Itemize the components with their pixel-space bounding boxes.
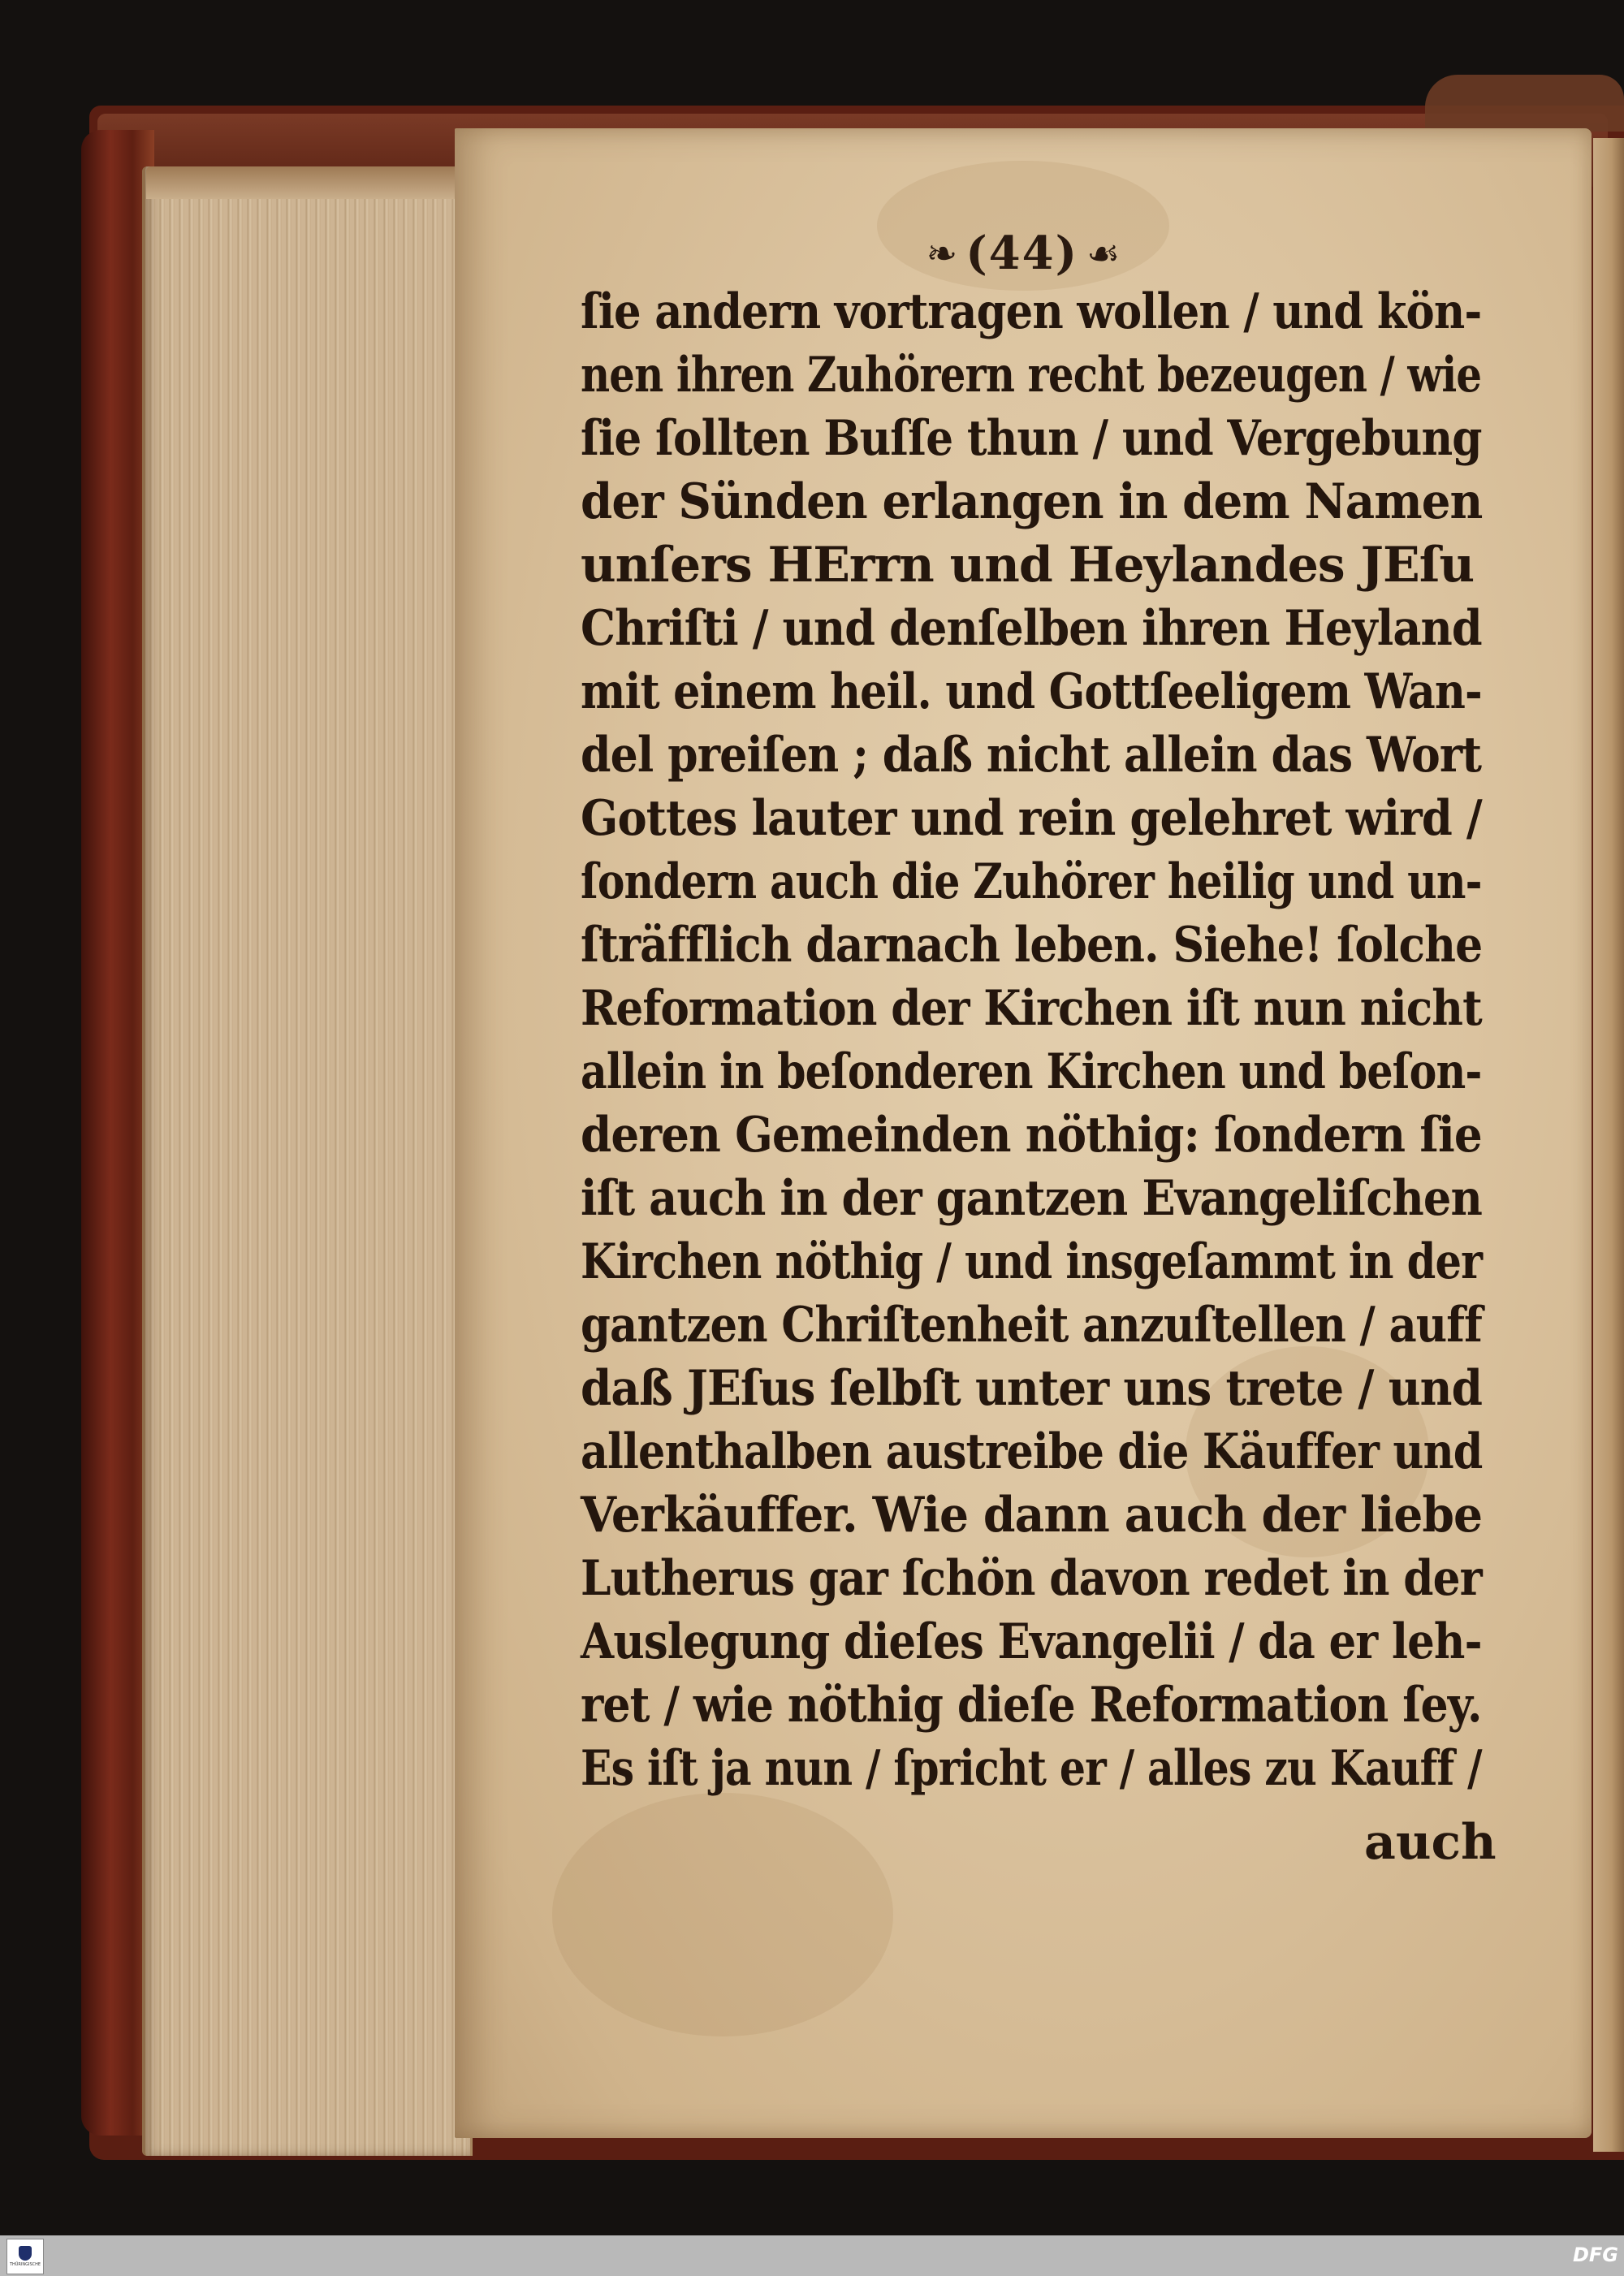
- text-line: Verkäuffer. Wie dann auch der liebe: [581, 1487, 1483, 1544]
- page-right-edge: [1593, 138, 1624, 2152]
- body-text: [581, 280, 1482, 1800]
- text-line: mit einem heil. und Gottſeeligem Wan-: [581, 663, 1482, 720]
- paper-stain: [552, 1793, 893, 2036]
- text-line: daß JEſus ſelbſt unter uns trete / und: [581, 1360, 1483, 1417]
- text-line: ret / wie nöthig dieſe Reformation ſey.: [581, 1677, 1482, 1734]
- text-line: allein in beſonderen Kirchen und beſon-: [581, 1043, 1482, 1100]
- page-header: [893, 221, 1153, 286]
- viewer-footer-bar: [0, 2235, 1624, 2276]
- library-logo-caption: THÜRINGISCHE: [9, 2262, 41, 2267]
- text-line: ſie andern vortragen wollen / und kön-: [581, 283, 1482, 340]
- text-line: ſträfflich darnach leben. Siehe! ſolche: [581, 917, 1483, 974]
- text-line: allenthalben austreibe die Käuffer und: [581, 1423, 1483, 1480]
- text-line: Es iſt ja nun / ſpricht er / alles zu Kauff /: [581, 1740, 1482, 1797]
- text-line: unſers HErrn und Heylandes JEſu: [581, 537, 1475, 594]
- text-line: ſondern auch die Zuhörer heilig und un-: [581, 853, 1482, 910]
- text-line: gantzen Chriſtenheit anzuſtellen / auff: [581, 1297, 1482, 1354]
- library-logo[interactable]: [6, 2239, 44, 2274]
- leaf-ornament-right-icon: ☙: [1086, 231, 1121, 275]
- cover-tear: [1425, 75, 1624, 132]
- text-line: iſt auch in der gantzen Evangeliſchen: [581, 1170, 1482, 1227]
- text-line: Lutherus gar ſchön davon redet in der: [581, 1550, 1482, 1607]
- text-line: nen ihren Zuhörern recht bezeugen / wie: [581, 347, 1482, 404]
- text-line: deren Gemeinden nöthig: ſondern ſie: [581, 1107, 1482, 1164]
- catchword: auch: [1364, 1814, 1497, 1871]
- text-line: Chriſti / und denſelben ihren Heyland: [581, 600, 1482, 657]
- text-line: Reformation der Kirchen iſt nun nicht: [581, 980, 1482, 1037]
- page-stack-edge: [142, 166, 473, 2156]
- dfg-logo[interactable]: DFG: [1572, 2244, 1618, 2266]
- page-stack-top: [146, 166, 463, 199]
- library-crest-icon: [19, 2246, 32, 2261]
- leaf-ornament-left-icon: ❧: [926, 231, 958, 275]
- text-line: ſie ſollten Buſſe thun / und Vergebung: [581, 410, 1482, 467]
- text-line: der Sünden erlangen in dem Namen: [581, 473, 1483, 530]
- text-line: Gottes lauter und rein gelehret wird /: [581, 790, 1482, 847]
- text-line: Kirchen nöthig / und insgeſammt in der: [581, 1233, 1483, 1290]
- text-line: del preiſen ; daß nicht allein das Wort: [581, 727, 1482, 784]
- text-line: Auslegung dieſes Evangelii / da er leh-: [581, 1613, 1482, 1670]
- page-number: (44): [965, 227, 1079, 280]
